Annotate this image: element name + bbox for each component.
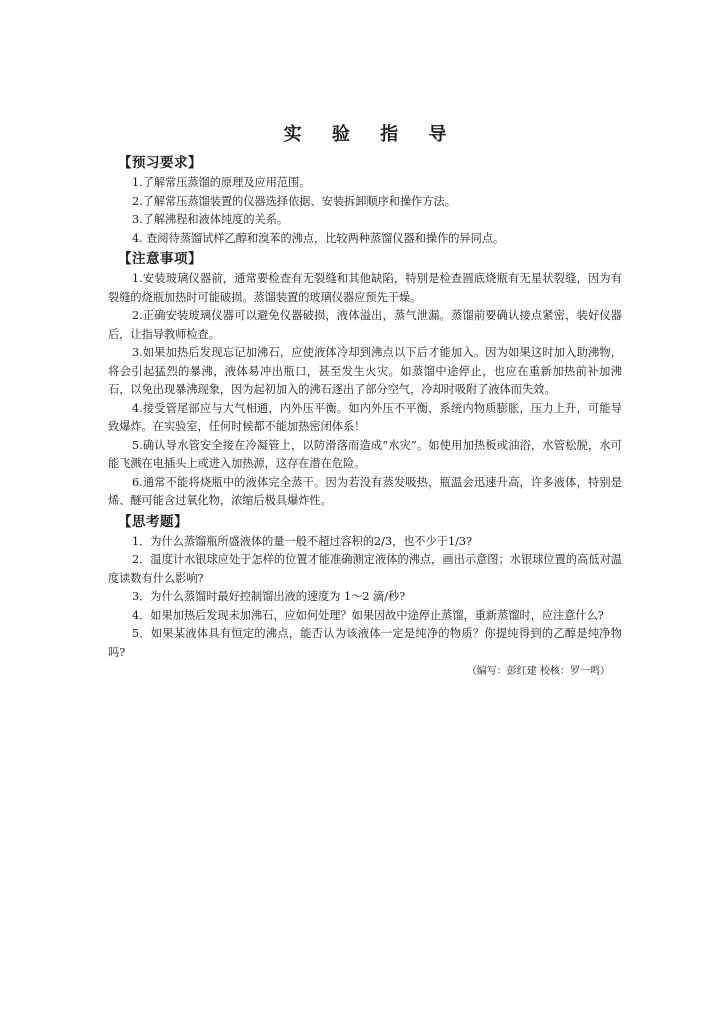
preview-item-3: 3.了解沸程和液体纯度的关系。 [132, 213, 289, 226]
section-heading-preview: 【预习要求】 [118, 155, 202, 171]
precaution-item-5: 5.确认导水管安全接在冷凝管上，以防滑落而造成“水灾”。如使用加热板或油浴，水管松脱，水可能飞溅在电插头上或进入加热源，这存在潜在危险。 [108, 438, 622, 470]
section-questions [108, 511, 622, 663]
precaution-item-6: 6.通常不能将烧瓶中的液体完全蒸干。因为若没有蒸发吸热，瓶温会迅速升高，许多液体，特别是烯、醚可能含过氧化物，浓缩后极具爆炸性。 [108, 475, 622, 507]
section-precautions [108, 248, 622, 511]
section-preview [108, 152, 622, 248]
question-item-2: 2．温度计水银球应处于怎样的位置才能准确测定液体的沸点，画出示意图；水银球位置的高低对温度读数有什么影响? [108, 553, 622, 585]
preview-item-4: 4. 查阅待蒸馏试样乙醇和溴苯的沸点，比较两种蒸馏仪器和操作的异同点。 [132, 231, 505, 245]
preview-item-1: 1.了解常压蒸馏的原理及应用范围。 [132, 176, 311, 189]
page-title: 实 验 指 导 [283, 124, 459, 145]
document-page [108, 120, 622, 681]
question-item-5: 5．如果某液体具有恒定的沸点，能否认为该液体一定是纯净的物质？你提纯得到的乙醇是纯净物吗? [108, 627, 622, 659]
preview-item-2: 2.了解常压蒸馏装置的仪器选择依据、安装拆卸顺序和操作方法。 [132, 194, 456, 208]
section-heading-questions: 【思考题】 [118, 513, 188, 530]
author-credit: （编写：彭红建 校核：罗一鸣） [466, 666, 610, 677]
question-item-3: 3．为什么蒸馏时最好控制馏出液的速度为 1～2 滴/秒? [132, 590, 406, 603]
precaution-item-2: 2.正确安装玻璃仪器可以避免仪器破损，液体溢出，蒸气泄漏。蒸馏前要确认接点紧密，装好仪器后，让指导教师检查。 [108, 309, 622, 341]
question-item-1: 1．为什么蒸馏瓶所盛液体的量一般不超过容积的2/3，也不少于1/3? [132, 534, 473, 548]
precaution-item-1: 1.安装玻璃仪器前，通常要检查有无裂缝和其他缺陷，特别是检查圆底烧瓶有无星状裂缝，因为有裂缝的烧瓶加热时可能破损。蒸馏装置的玻璃仪器应预先干燥。 [108, 272, 622, 304]
precaution-item-3: 3.如果加热后发现忘记加沸石，应使液体冷却到沸点以下后才能加入。因为如果这时加入助沸物，将会引起猛烈的暴沸，液体易冲出瓶口，甚至发生火灾。如蒸馏中途停止，也应在重新加热前补加沸石，以免出现暴沸现象，因为起初加入的沸石逐出了部分空气，冷却时吸附了液体而失效。 [108, 346, 622, 396]
question-item-4: 4．如果加热后发现未加沸石，应如何处理？如果因故中途停止蒸馏，重新蒸馏时，应注意什么? [132, 608, 604, 622]
precaution-item-4: 4.接受管尾部应与大气相通，内外压平衡。如内外压不平衡，系统内物质膨胀，压力上升，可能导致爆炸。在实验室，任何时候都不能加热密闭体系！ [108, 401, 622, 433]
section-heading-precautions: 【注意事项】 [118, 251, 202, 267]
